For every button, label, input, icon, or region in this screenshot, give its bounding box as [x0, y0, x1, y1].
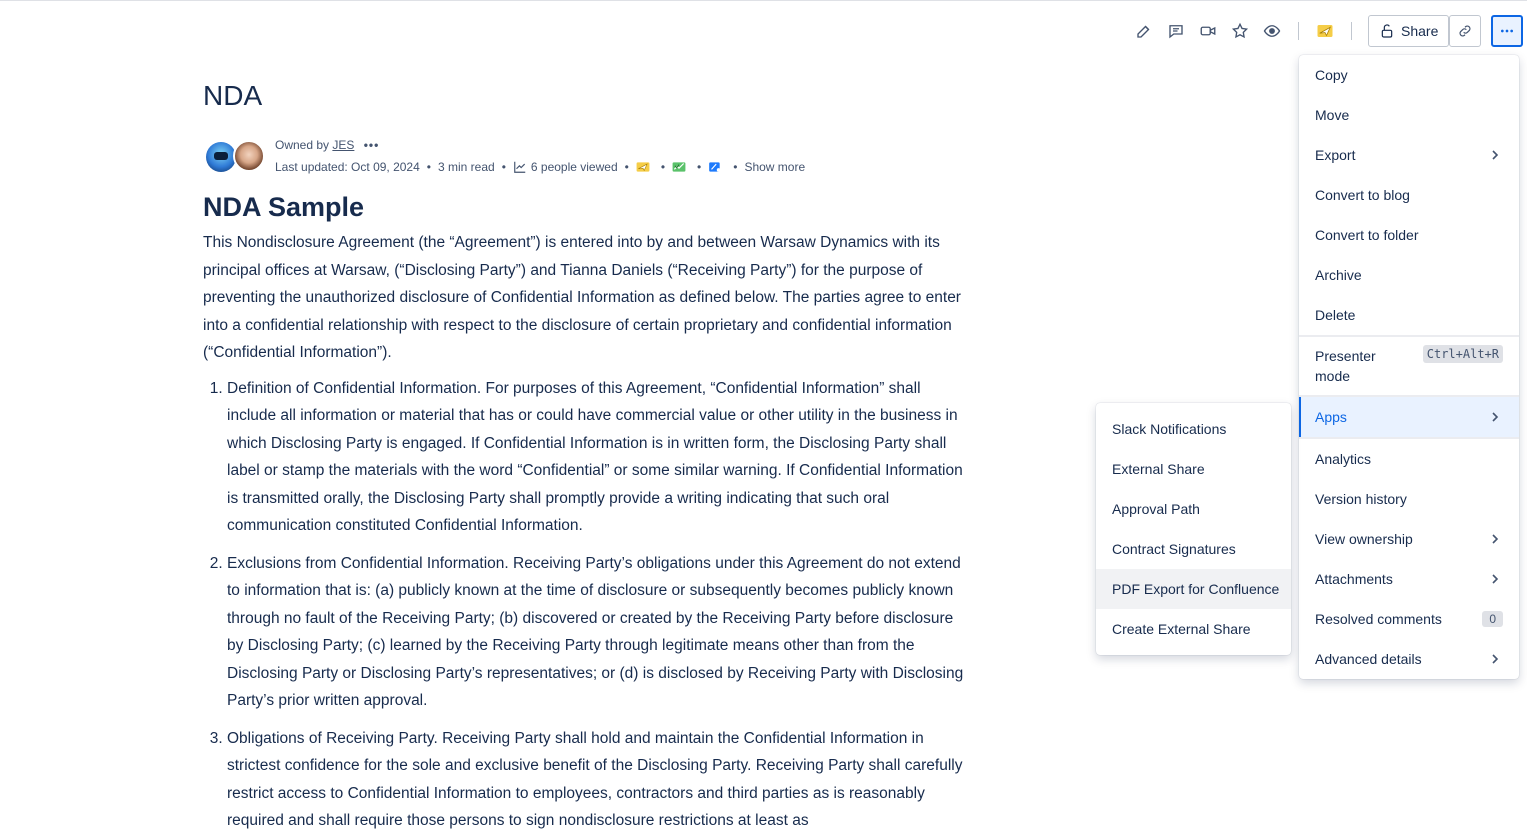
app-plane-button[interactable] [1309, 15, 1341, 47]
menu-presenter-label: Presenter mode [1315, 348, 1376, 384]
watch-button[interactable] [1256, 15, 1288, 47]
paper-plane-icon [1316, 22, 1334, 40]
menu-view-ownership-label: View ownership [1315, 531, 1413, 547]
menu-convert-folder[interactable] [1299, 215, 1519, 255]
last-updated: Last updated: Oct 09, 2024 [275, 160, 420, 174]
doc-intro: This Nondisclosure Agreement (the “Agreement”) is entered into by and between Warsaw Dynamics with its principal offices at Warsaw, (“Disclosing Party”) and Tianna Daniels (“Receiving Party”) for the purpose of preventing the unauthorized disclosure of Confidential Information as defined below. The parties agree to enter into a confidential relationship with respect to the disclosure of certain proprietary and confidential information (“Confidential Information”). [203, 234, 961, 361]
copy-link-button[interactable] [1449, 15, 1481, 47]
byline-more-button[interactable]: ••• [363, 138, 380, 152]
menu-apps-label: Apps [1315, 409, 1347, 425]
page-title: NDA [203, 80, 263, 111]
toolbar-divider [1298, 22, 1299, 40]
app-pdf-export[interactable]: PDF Export for Confluence [1096, 569, 1291, 609]
eye-icon [1263, 22, 1281, 40]
page-toolbar [1128, 14, 1523, 48]
app-create-external-share[interactable]: Create External Share [1112, 621, 1251, 637]
app-slack-notifications[interactable]: Slack Notifications [1112, 421, 1227, 437]
page-meta [275, 160, 805, 174]
resolved-count-badge: 0 [1482, 611, 1503, 627]
doc-heading: NDA Sample [203, 192, 365, 222]
apps-submenu [1096, 403, 1291, 655]
menu-view-ownership[interactable] [1299, 519, 1519, 559]
video-button[interactable] [1192, 15, 1224, 47]
meta-bullet: • [426, 160, 431, 174]
meta-bullet: • [733, 160, 738, 174]
video-icon [1199, 22, 1217, 40]
edit-button[interactable] [1128, 15, 1160, 47]
owned-by [275, 138, 379, 152]
comment-button[interactable] [1160, 15, 1192, 47]
menu-move[interactable] [1299, 95, 1519, 135]
meta-bullet: • [660, 160, 666, 174]
menu-copy[interactable] [1299, 55, 1519, 95]
menu-convert-folder-label: Convert to folder [1315, 227, 1419, 243]
more-actions-button[interactable] [1491, 15, 1523, 47]
chevron-right-icon [1487, 147, 1503, 163]
menu-advanced-details-label: Advanced details [1315, 651, 1422, 667]
menu-export-label: Export [1315, 147, 1356, 163]
meta-bullet: • [624, 160, 629, 174]
menu-attachments[interactable] [1299, 559, 1519, 599]
clause-item: 3. Obligations of Receiving Party. Receiving Party shall hold and maintain the Confidential Information in strictest confidence for the sole and exclusive benefit of the Disclosing Party. Receiving Party shall carefully restrict access to Confidential Information to employees, contractors and third parties as is reasonably required and shall require those persons to sign nondisclosure restrictions at least as [227, 725, 973, 835]
menu-resolved-comments[interactable] [1299, 599, 1519, 639]
link-icon [1457, 23, 1473, 39]
meta-bullet: • [501, 160, 506, 174]
pencil-icon [1135, 22, 1153, 40]
menu-convert-blog-label: Convert to blog [1315, 187, 1410, 203]
menu-presenter-mode[interactable] [1299, 337, 1519, 395]
menu-export[interactable] [1299, 135, 1519, 175]
meta-bullet: • [697, 160, 702, 174]
clause-item: 1. Definition of Confidential Information. For purposes of this Agreement, “Confidential Information” shall include all information or material that has or could have commercial value or other utility in the business in which Disclosing Party is engaged. If Confidential Information is in written form, the Disclosing Party shall label or stamp the materials with the word “Confidential” or some similar warning. If Confidential Information is transmitted orally, the Disclosing Party shall promptly provide a writing indicating that such oral communication constituted Confidential Information. [227, 375, 973, 540]
menu-resolved-comments-label: Resolved comments [1315, 611, 1442, 627]
chevron-right-icon [1487, 531, 1503, 547]
menu-advanced-details[interactable] [1299, 639, 1519, 679]
user-avatar[interactable] [233, 140, 265, 172]
document-body [203, 192, 973, 837]
app-external-share[interactable]: External Share [1112, 461, 1205, 477]
chevron-right-icon [1487, 571, 1503, 587]
share-label: Share [1401, 23, 1439, 39]
read-time: 3 min read [437, 160, 495, 174]
owner-link[interactable]: JES [332, 138, 355, 152]
menu-analytics[interactable] [1299, 439, 1519, 479]
toolbar-divider [1351, 22, 1352, 40]
menu-copy-label: Copy [1315, 67, 1348, 83]
chevron-right-icon [1487, 409, 1503, 425]
menu-attachments-label: Attachments [1315, 571, 1393, 587]
menu-version-history-label: Version history [1315, 491, 1407, 507]
show-more-link[interactable]: Show more [744, 160, 806, 174]
signature-app-icon[interactable] [708, 160, 722, 174]
byline [203, 138, 903, 178]
menu-delete[interactable] [1299, 295, 1519, 335]
doc-clauses [203, 375, 973, 835]
star-icon [1231, 22, 1249, 40]
paper-plane-app-icon[interactable] [636, 160, 650, 174]
menu-convert-blog[interactable] [1299, 175, 1519, 215]
menu-apps[interactable] [1299, 397, 1519, 437]
menu-version-history[interactable] [1299, 479, 1519, 519]
chevron-right-icon [1487, 651, 1503, 667]
top-border [0, 0, 1527, 1]
viewers-count[interactable]: 6 people viewed [530, 160, 618, 174]
share-button[interactable] [1368, 15, 1449, 47]
star-button[interactable] [1224, 15, 1256, 47]
robot-avatar[interactable] [206, 142, 236, 172]
clause-item: 2. Exclusions from Confidential Information. Receiving Party’s obligations under this Agreement do not extend to information that is: (a) publicly known at the time of disclosure or subsequently becomes publicly known through no fault of the Receiving Party; (b) discovered or created by the Receiving Party before disclosure by Disclosing Party; (c) learned by the Receiving Party through legitimate means other than from the Disclosing Party or Disclosing Party’s representatives; or (d) is disclosed by Receiving Party with Disclosing Party’s prior written approval. [227, 550, 973, 715]
more-horizontal-icon [1499, 23, 1515, 39]
menu-move-label: Move [1315, 107, 1350, 123]
presenter-shortcut: Ctrl+Alt+R [1423, 345, 1503, 363]
unlock-icon [1379, 23, 1395, 39]
menu-analytics-label: Analytics [1315, 451, 1372, 467]
menu-delete-label: Delete [1315, 307, 1356, 323]
owned-by-prefix: Owned by [275, 138, 330, 152]
app-contract-signatures[interactable]: Contract Signatures [1112, 541, 1236, 557]
comment-icon [1167, 22, 1185, 40]
trend-icon [513, 160, 527, 174]
app-approval-path[interactable]: Approval Path [1112, 501, 1200, 517]
menu-archive[interactable] [1299, 255, 1519, 295]
more-actions-menu [1299, 55, 1519, 679]
approval-chart-icon[interactable] [672, 160, 686, 174]
menu-archive-label: Archive [1315, 267, 1362, 283]
